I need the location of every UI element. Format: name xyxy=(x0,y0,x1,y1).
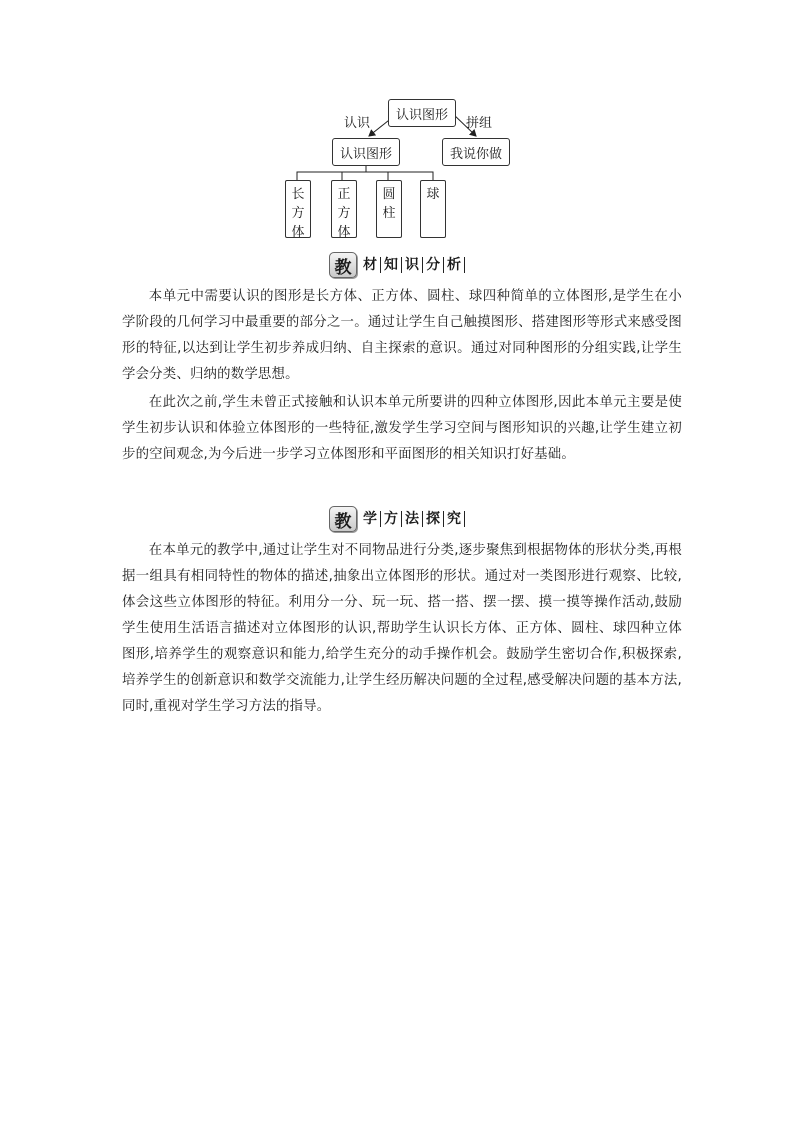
heading-char: 究 xyxy=(444,511,465,527)
left-child-node: 认识图形 xyxy=(332,138,400,166)
leaf-cylinder xyxy=(376,180,402,238)
section-badge: 教 xyxy=(329,506,357,532)
leaf-sphere xyxy=(420,180,446,238)
leaf-char: 体 xyxy=(291,225,305,240)
section-heading-textbook-analysis xyxy=(0,252,794,278)
heading-char: 析 xyxy=(444,257,465,273)
leaf-cube xyxy=(331,180,357,238)
paragraph: 本单元中需要认识的图形是长方体、正方体、圆柱、球四种简单的立体图形,是学生在小学阶段的几何学习中最重要的部分之一。通过让学生自己触摸图形、搭建图形等形式来感受图形的特征,以达到让学生初步养成归纳、自主探索的意识。通过对同种图形的分组实践,让学生学会分类、归纳的数学思想。 xyxy=(122,289,682,382)
paragraph: 在此次之前,学生未曾正式接触和认识本单元所要讲的四种立体图形,因此本单元主要是使学生初步认识和体验立体图形的一些特征,激发学生学习空间与图形知识的兴趣,让学生建立初步的空间观念,为今后进一步学习立体图形和平面图形的相关知识打好基础。 xyxy=(122,395,682,462)
edge-label-left: 认识 xyxy=(344,116,371,131)
bracket-to-leaves xyxy=(297,166,433,180)
heading-char: 识 xyxy=(402,257,423,273)
leaf-char: 球 xyxy=(426,187,440,202)
heading-char: 探 xyxy=(423,511,444,527)
leaf-char: 体 xyxy=(337,225,351,240)
leaf-char: 方 xyxy=(291,206,305,221)
heading-char: 方 xyxy=(381,511,402,527)
heading-text xyxy=(360,511,465,527)
section-badge: 教 xyxy=(329,252,357,278)
heading-char: 法 xyxy=(402,511,423,527)
leaf-char: 圆 xyxy=(382,187,396,202)
heading-char: 学 xyxy=(360,511,381,527)
edge-label-right: 拼组 xyxy=(466,116,493,131)
leaf-char: 正 xyxy=(337,187,351,202)
heading-char: 分 xyxy=(423,257,444,273)
heading-char: 知 xyxy=(381,257,402,273)
paragraph: 在本单元的教学中,通过让学生对不同物品进行分类,逐步聚焦到根据物体的形状分类,再根据一组具有相同特性的物体的描述,抽象出立体图形的形状。通过对一类图形进行观察、比较,体会这些立体图形的特征。利用分一分、玩一玩、搭一搭、摆一摆、摸一摸等操作活动,鼓励学生使用生活语言描述对立体图形的认识,帮助学生认识长方体、正方体、圆柱、球四种立体图形,培养学生的观察意识和能力,给学生充分的动手操作机会。鼓励学生密切合作,积极探索,培养学生的创新意识和数学交流能力,让学生经历解决问题的全过程,感受解决问题的基本方法,同时,重视对学生学习方法的指导。 xyxy=(122,543,682,714)
root-node: 认识图形 xyxy=(388,99,456,127)
leaf-cuboid xyxy=(285,180,311,238)
right-child-node: 我说你做 xyxy=(442,138,510,166)
leaf-char: 方 xyxy=(337,206,351,221)
section-heading-teaching-methods xyxy=(0,506,794,532)
leaf-char: 长 xyxy=(291,187,305,202)
concept-tree-diagram xyxy=(0,0,794,250)
heading-text xyxy=(360,257,465,273)
leaf-char: 柱 xyxy=(382,206,396,221)
heading-char: 材 xyxy=(360,257,381,273)
